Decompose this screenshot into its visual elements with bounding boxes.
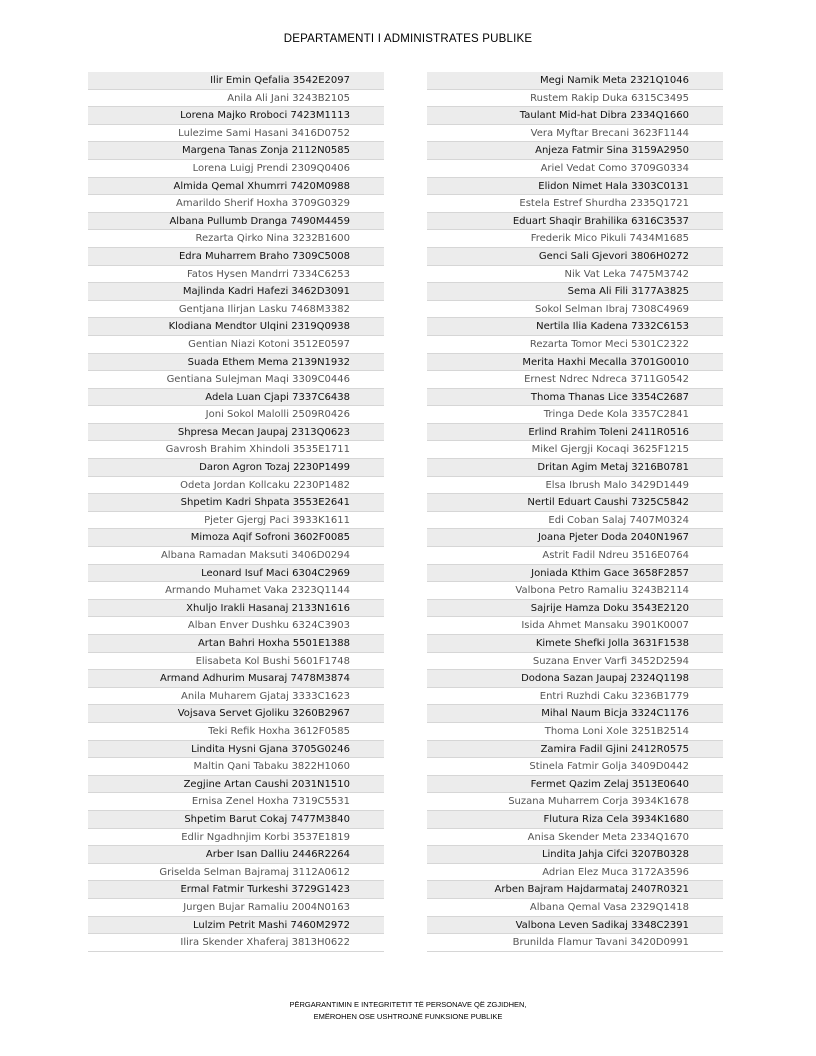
list-item: Fermet Qazim Zelaj 3513E0640: [427, 776, 723, 794]
list-item: Joni Sokol Malolli 2509R0426: [88, 406, 384, 424]
list-item: Thoma Thanas Lice 3354C2687: [427, 389, 723, 407]
footer: [0, 999, 816, 1023]
list-item: Elisabeta Kol Bushi 5601F1748: [88, 653, 384, 671]
list-item: Valbona Leven Sadikaj 3348C2391: [427, 917, 723, 935]
list-item: Arben Bajram Hajdarmataj 2407R0321: [427, 881, 723, 899]
list-item: Ilira Skender Xhaferaj 3813H0622: [88, 934, 384, 952]
list-item: Teki Refik Hoxha 3612F0585: [88, 723, 384, 741]
list-item: Klodiana Mendtor Ulqini 2319Q0938: [88, 318, 384, 336]
list-item: Xhuljo Irakli Hasanaj 2133N1616: [88, 600, 384, 618]
list-item: Albana Ramadan Maksuti 3406D0294: [88, 547, 384, 565]
list-item: Rezarta Tomor Meci 5301C2322: [427, 336, 723, 354]
list-item: Griselda Selman Bajramaj 3112A0612: [88, 864, 384, 882]
list-item: Jurgen Bujar Ramaliu 2004N0163: [88, 899, 384, 917]
page-title: DEPARTAMENTI I ADMINISTRATES PUBLIKE: [283, 33, 533, 45]
list-item: Megi Namik Meta 2321Q1046: [427, 72, 723, 90]
right-name-list: [427, 72, 723, 952]
list-item: Lindita Jahja Cifci 3207B0328: [427, 846, 723, 864]
list-item: Genci Sali Gjevori 3806H0272: [427, 248, 723, 266]
list-item: Shpetim Barut Cokaj 7477M3840: [88, 811, 384, 829]
list-item: Sajrije Hamza Doku 3543E2120: [427, 600, 723, 618]
list-item: Gentiana Sulejman Maqi 3309C0446: [88, 371, 384, 389]
list-item: Valbona Petro Ramaliu 3243B2114: [427, 582, 723, 600]
list-item: Dodona Sazan Jaupaj 2324Q1198: [427, 670, 723, 688]
left-name-list: [88, 72, 384, 952]
list-item: Anila Ali Jani 3243B2105: [88, 90, 384, 108]
list-item: Joana Pjeter Doda 2040N1967: [427, 529, 723, 547]
list-item: Nertil Eduart Caushi 7325C5842: [427, 494, 723, 512]
list-item: Zamira Fadil Gjini 2412R0575: [427, 741, 723, 759]
list-item: Shpresa Mecan Jaupaj 2313Q0623: [88, 424, 384, 442]
list-item: Lulzim Petrit Mashi 7460M2972: [88, 917, 384, 935]
list-item: Rustem Rakip Duka 6315C3495: [427, 90, 723, 108]
list-item: Anjeza Fatmir Sina 3159A2950: [427, 142, 723, 160]
list-item: Albana Qemal Vasa 2329Q1418: [427, 899, 723, 917]
list-item: Stinela Fatmir Golja 3409D0442: [427, 758, 723, 776]
list-item: Artan Bahri Hoxha 5501E1388: [88, 635, 384, 653]
list-item: Leonard Isuf Maci 6304C2969: [88, 565, 384, 583]
list-item: Ilir Emin Qefalia 3542E2097: [88, 72, 384, 90]
list-item: Suzana Muharrem Corja 3934K1678: [427, 793, 723, 811]
list-item: Gentjana Ilirjan Lasku 7468M3382: [88, 301, 384, 319]
list-item: Armand Adhurim Musaraj 7478M3874: [88, 670, 384, 688]
footer-line-1: PËRGARANTIMIN E INTEGRITETIT TË PERSONAVE QË ZGJIDHEN,: [289, 1000, 527, 1009]
list-item: Edra Muharrem Braho 7309C5008: [88, 248, 384, 266]
list-item: Adrian Elez Muca 3172A3596: [427, 864, 723, 882]
list-item: Alban Enver Dushku 6324C3903: [88, 617, 384, 635]
list-item: Rezarta Qirko Nina 3232B1600: [88, 230, 384, 248]
list-item: Vojsava Servet Gjoliku 3260B2967: [88, 705, 384, 723]
list-item: Mikel Gjergji Kocaqi 3625F1215: [427, 441, 723, 459]
list-item: Ernisa Zenel Hoxha 7319C5531: [88, 793, 384, 811]
list-item: Ermal Fatmir Turkeshi 3729G1423: [88, 881, 384, 899]
list-item: Eduart Shaqir Brahilika 6316C3537: [427, 213, 723, 231]
list-item: Maltin Qani Tabaku 3822H1060: [88, 758, 384, 776]
list-item: Arber Isan Dalliu 2446R2264: [88, 846, 384, 864]
list-item: Nertila Ilia Kadena 7332C6153: [427, 318, 723, 336]
list-item: Kimete Shefki Jolla 3631F1538: [427, 635, 723, 653]
list-item: Entri Ruzhdi Caku 3236B1779: [427, 688, 723, 706]
list-item: Elidon Nimet Hala 3303C0131: [427, 178, 723, 196]
list-item: Anila Muharem Gjataj 3333C1623: [88, 688, 384, 706]
list-item: Almida Qemal Xhumrri 7420M0988: [88, 178, 384, 196]
list-item: Astrit Fadil Ndreu 3516E0764: [427, 547, 723, 565]
list-item: Isida Ahmet Mansaku 3901K0007: [427, 617, 723, 635]
list-item: Fatos Hysen Mandrri 7334C6253: [88, 266, 384, 284]
list-item: Armando Muhamet Vaka 2323Q1144: [88, 582, 384, 600]
list-item: Majlinda Kadri Hafezi 3462D3091: [88, 283, 384, 301]
list-item: Tringa Dede Kola 3357C2841: [427, 406, 723, 424]
list-item: Ernest Ndrec Ndreca 3711G0542: [427, 371, 723, 389]
list-item: Erlind Rrahim Toleni 2411R0516: [427, 424, 723, 442]
list-item: Lulezime Sami Hasani 3416D0752: [88, 125, 384, 143]
list-item: Suzana Enver Varfi 3452D2594: [427, 653, 723, 671]
list-item: Albana Pullumb Dranga 7490M4459: [88, 213, 384, 231]
list-item: Edi Coban Salaj 7407M0324: [427, 512, 723, 530]
list-item: Pjeter Gjergj Paci 3933K1611: [88, 512, 384, 530]
list-item: Elsa Ibrush Malo 3429D1449: [427, 477, 723, 495]
list-item: Shpetim Kadri Shpata 3553E2641: [88, 494, 384, 512]
list-item: Sokol Selman Ibraj 7308C4969: [427, 301, 723, 319]
list-item: Lorena Luigj Prendi 2309Q0406: [88, 160, 384, 178]
list-item: Sema Ali Fili 3177A3825: [427, 283, 723, 301]
list-item: Flutura Riza Cela 3934K1680: [427, 811, 723, 829]
list-item: Brunilda Flamur Tavani 3420D0991: [427, 934, 723, 952]
list-item: Zegjine Artan Caushi 2031N1510: [88, 776, 384, 794]
list-item: Frederik Mico Pikuli 7434M1685: [427, 230, 723, 248]
list-item: Anisa Skender Meta 2334Q1670: [427, 829, 723, 847]
list-item: Thoma Loni Xole 3251B2514: [427, 723, 723, 741]
list-item: Gavrosh Brahim Xhindoli 3535E1711: [88, 441, 384, 459]
list-item: Merita Haxhi Mecalla 3701G0010: [427, 354, 723, 372]
list-item: Suada Ethem Mema 2139N1932: [88, 354, 384, 372]
list-item: Odeta Jordan Kollcaku 2230P1482: [88, 477, 384, 495]
list-item: Lorena Majko Rroboci 7423M1113: [88, 107, 384, 125]
list-item: Nik Vat Leka 7475M3742: [427, 266, 723, 284]
list-item: Amarildo Sherif Hoxha 3709G0329: [88, 195, 384, 213]
list-item: Ariel Vedat Como 3709G0334: [427, 160, 723, 178]
list-item: Edlir Ngadhnjim Korbi 3537E1819: [88, 829, 384, 847]
list-item: Mimoza Aqif Sofroni 3602F0085: [88, 529, 384, 547]
list-item: Mihal Naum Bicja 3324C1176: [427, 705, 723, 723]
list-item: Adela Luan Cjapi 7337C6438: [88, 389, 384, 407]
footer-line-2: EMËROHEN OSE USHTROJNË FUNKSIONE PUBLIKE: [313, 1012, 503, 1021]
list-item: Lindita Hysni Gjana 3705G0246: [88, 741, 384, 759]
list-item: Gentian Niazi Kotoni 3512E0597: [88, 336, 384, 354]
list-item: Daron Agron Tozaj 2230P1499: [88, 459, 384, 477]
list-item: Vera Myftar Brecani 3623F1144: [427, 125, 723, 143]
list-item: Joniada Kthim Gace 3658F2857: [427, 565, 723, 583]
list-item: Taulant Mid-hat Dibra 2334Q1660: [427, 107, 723, 125]
list-item: Margena Tanas Zonja 2112N0585: [88, 142, 384, 160]
list-item: Estela Estref Shurdha 2335Q1721: [427, 195, 723, 213]
list-item: Dritan Agim Metaj 3216B0781: [427, 459, 723, 477]
